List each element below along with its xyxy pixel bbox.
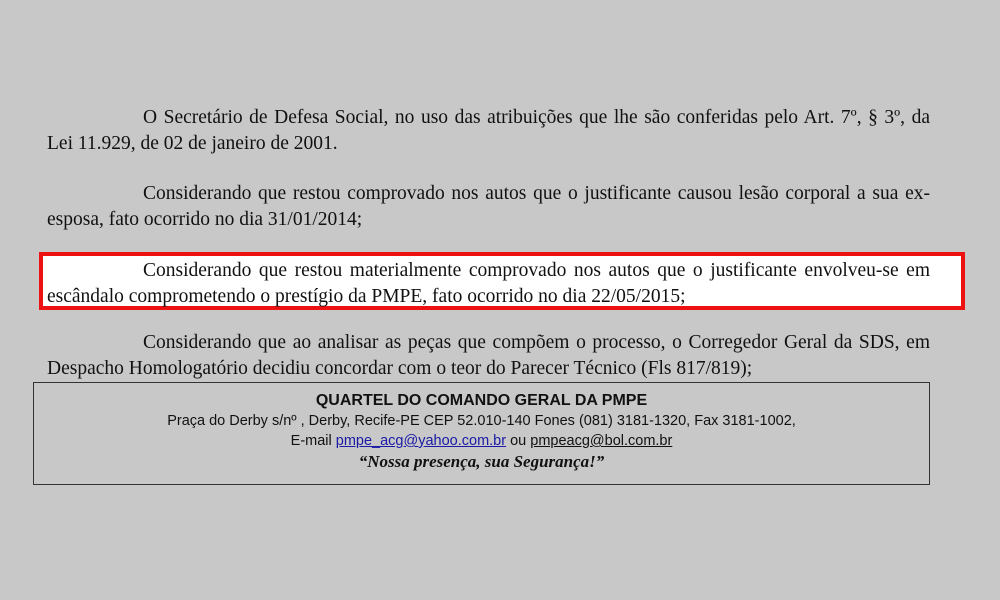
paragraph-preamble: O Secretário de Defesa Social, no uso das atribuições que lhe são conferidas pelo Art. 7º, § 3º, da Lei 11.929, de 02 de janeiro de 2001.: [47, 107, 930, 154]
email-secondary-link[interactable]: pmpeacg@bol.com.br: [530, 433, 673, 449]
paragraph-considering-injury: Considerando que restou comprovado nos autos que o justificante causou lesão corporal a sua ex-esposa, fato ocorrido no dia 31/01/2014;: [47, 183, 930, 230]
email-prefix: E-mail: [290, 433, 336, 449]
footer-address: Praça do Derby s/nº , Derby, Recife-PE CEP 52.010-140 Fones (081) 3181-1320, Fax 3181-1002,: [167, 413, 796, 429]
paragraph-considering-process: Considerando que ao analisar as peças que compõem o processo, o Corregedor Geral da SDS, em Despacho Homologatório decidiu concordar com o teor do Parecer Técnico (Fls 817/819);: [47, 332, 930, 379]
footer-motto: “Nossa presença, sua Segurança!”: [358, 452, 605, 471]
email-separator: ou: [506, 433, 531, 449]
email-primary-link[interactable]: pmpe_acg@yahoo.com.br: [335, 433, 507, 449]
paragraph-considering-scandal: Considerando que restou materialmente comprovado nos autos que o justificante envolveu-se em escândalo comprometendo o prestígio da PMPE, fato ocorrido no dia 22/05/2015;: [47, 260, 930, 307]
footer-email-line: [34, 431, 929, 451]
footer-title: QUARTEL DO COMANDO GERAL DA PMPE: [315, 392, 648, 409]
letterhead-footer: [33, 382, 930, 485]
